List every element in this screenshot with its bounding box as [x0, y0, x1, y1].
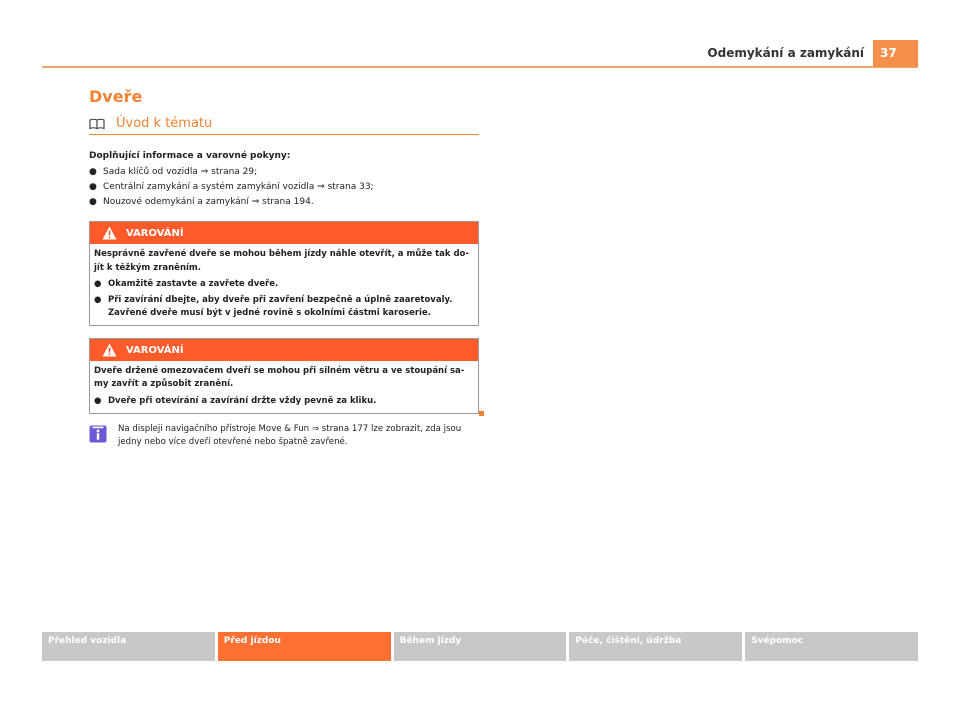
list-item: ● Dveře při otevírání a zavírání držte vždy pevně za kliku. — [94, 395, 377, 406]
warning-body — [90, 244, 478, 325]
warning-triangle-icon — [102, 343, 117, 357]
header-rule — [42, 66, 918, 68]
tab-pred-jizdou[interactable]: Před jízdou — [218, 632, 391, 661]
tab-svepomoc[interactable]: Svépomoc — [745, 632, 918, 661]
warning-triangle-icon — [102, 226, 117, 240]
warning-title: VAROVÁNÍ — [126, 227, 184, 239]
intro-lead: Doplňující informace a varovné pokyny: — [89, 151, 291, 161]
page-number: 37 — [873, 40, 918, 67]
intro-block — [89, 149, 479, 209]
running-header: Odemykání a zamykání — [707, 46, 864, 60]
tab-behem-jizdy[interactable]: Během jízdy — [394, 632, 567, 661]
list-item: ● Nouzové odemykání a zamykání ⇒ strana 194. — [89, 196, 314, 207]
chapter-nav — [42, 632, 918, 661]
warning-text: Dveře držené omezovačem dveří se mohou při silném větru a ve stoupání sa- my zavřít a způsobit zranění. — [94, 366, 465, 390]
section-title: Dveře — [89, 87, 143, 106]
list-item: ● Okamžitě zastavte a zavřete dveře. — [94, 278, 279, 289]
warning-header — [90, 222, 478, 244]
warning-header — [90, 339, 478, 361]
subsection-heading — [89, 116, 479, 135]
book-icon — [89, 118, 105, 130]
end-marker — [479, 411, 484, 416]
subsection-title: Úvod k tématu — [116, 116, 213, 131]
warning-body — [90, 361, 478, 413]
warning-text: Nesprávně zavřené dveře se mohou během jízdy náhle otevřít, a může tak do- jít k těžkým zraněním. — [94, 249, 469, 273]
note-text: Na displeji navigačního přístroje Move & Fun ⇒ strana 177 lze zobrazit, zda jsou jedny nebo více dveří otevřené nebo špatně zavřené. — [118, 423, 462, 447]
info-icon — [89, 425, 107, 443]
warning-title: VAROVÁNÍ — [126, 344, 184, 356]
tab-prehled-vozidla[interactable]: Přehled vozidla — [42, 632, 215, 661]
content-column — [89, 87, 479, 449]
note-block — [89, 423, 479, 449]
list-item: ● Centrální zamykání a systém zamykání vozidla ⇒ strana 33; — [89, 181, 374, 192]
list-item: ● Při zavírání dbejte, aby dveře při zavření bezpečně a úplně zaaretovaly. Zavřené dveře musí být v jedné rovině s okolními částmi karoserie. — [94, 294, 453, 319]
warning-box-2 — [89, 338, 479, 414]
list-item: ● Sada klíčů od vozidla ⇒ strana 29; — [89, 166, 258, 177]
warning-box-1 — [89, 221, 479, 326]
tab-pece-cisteni-udrzba[interactable]: Péče, čištění, údržba — [569, 632, 742, 661]
